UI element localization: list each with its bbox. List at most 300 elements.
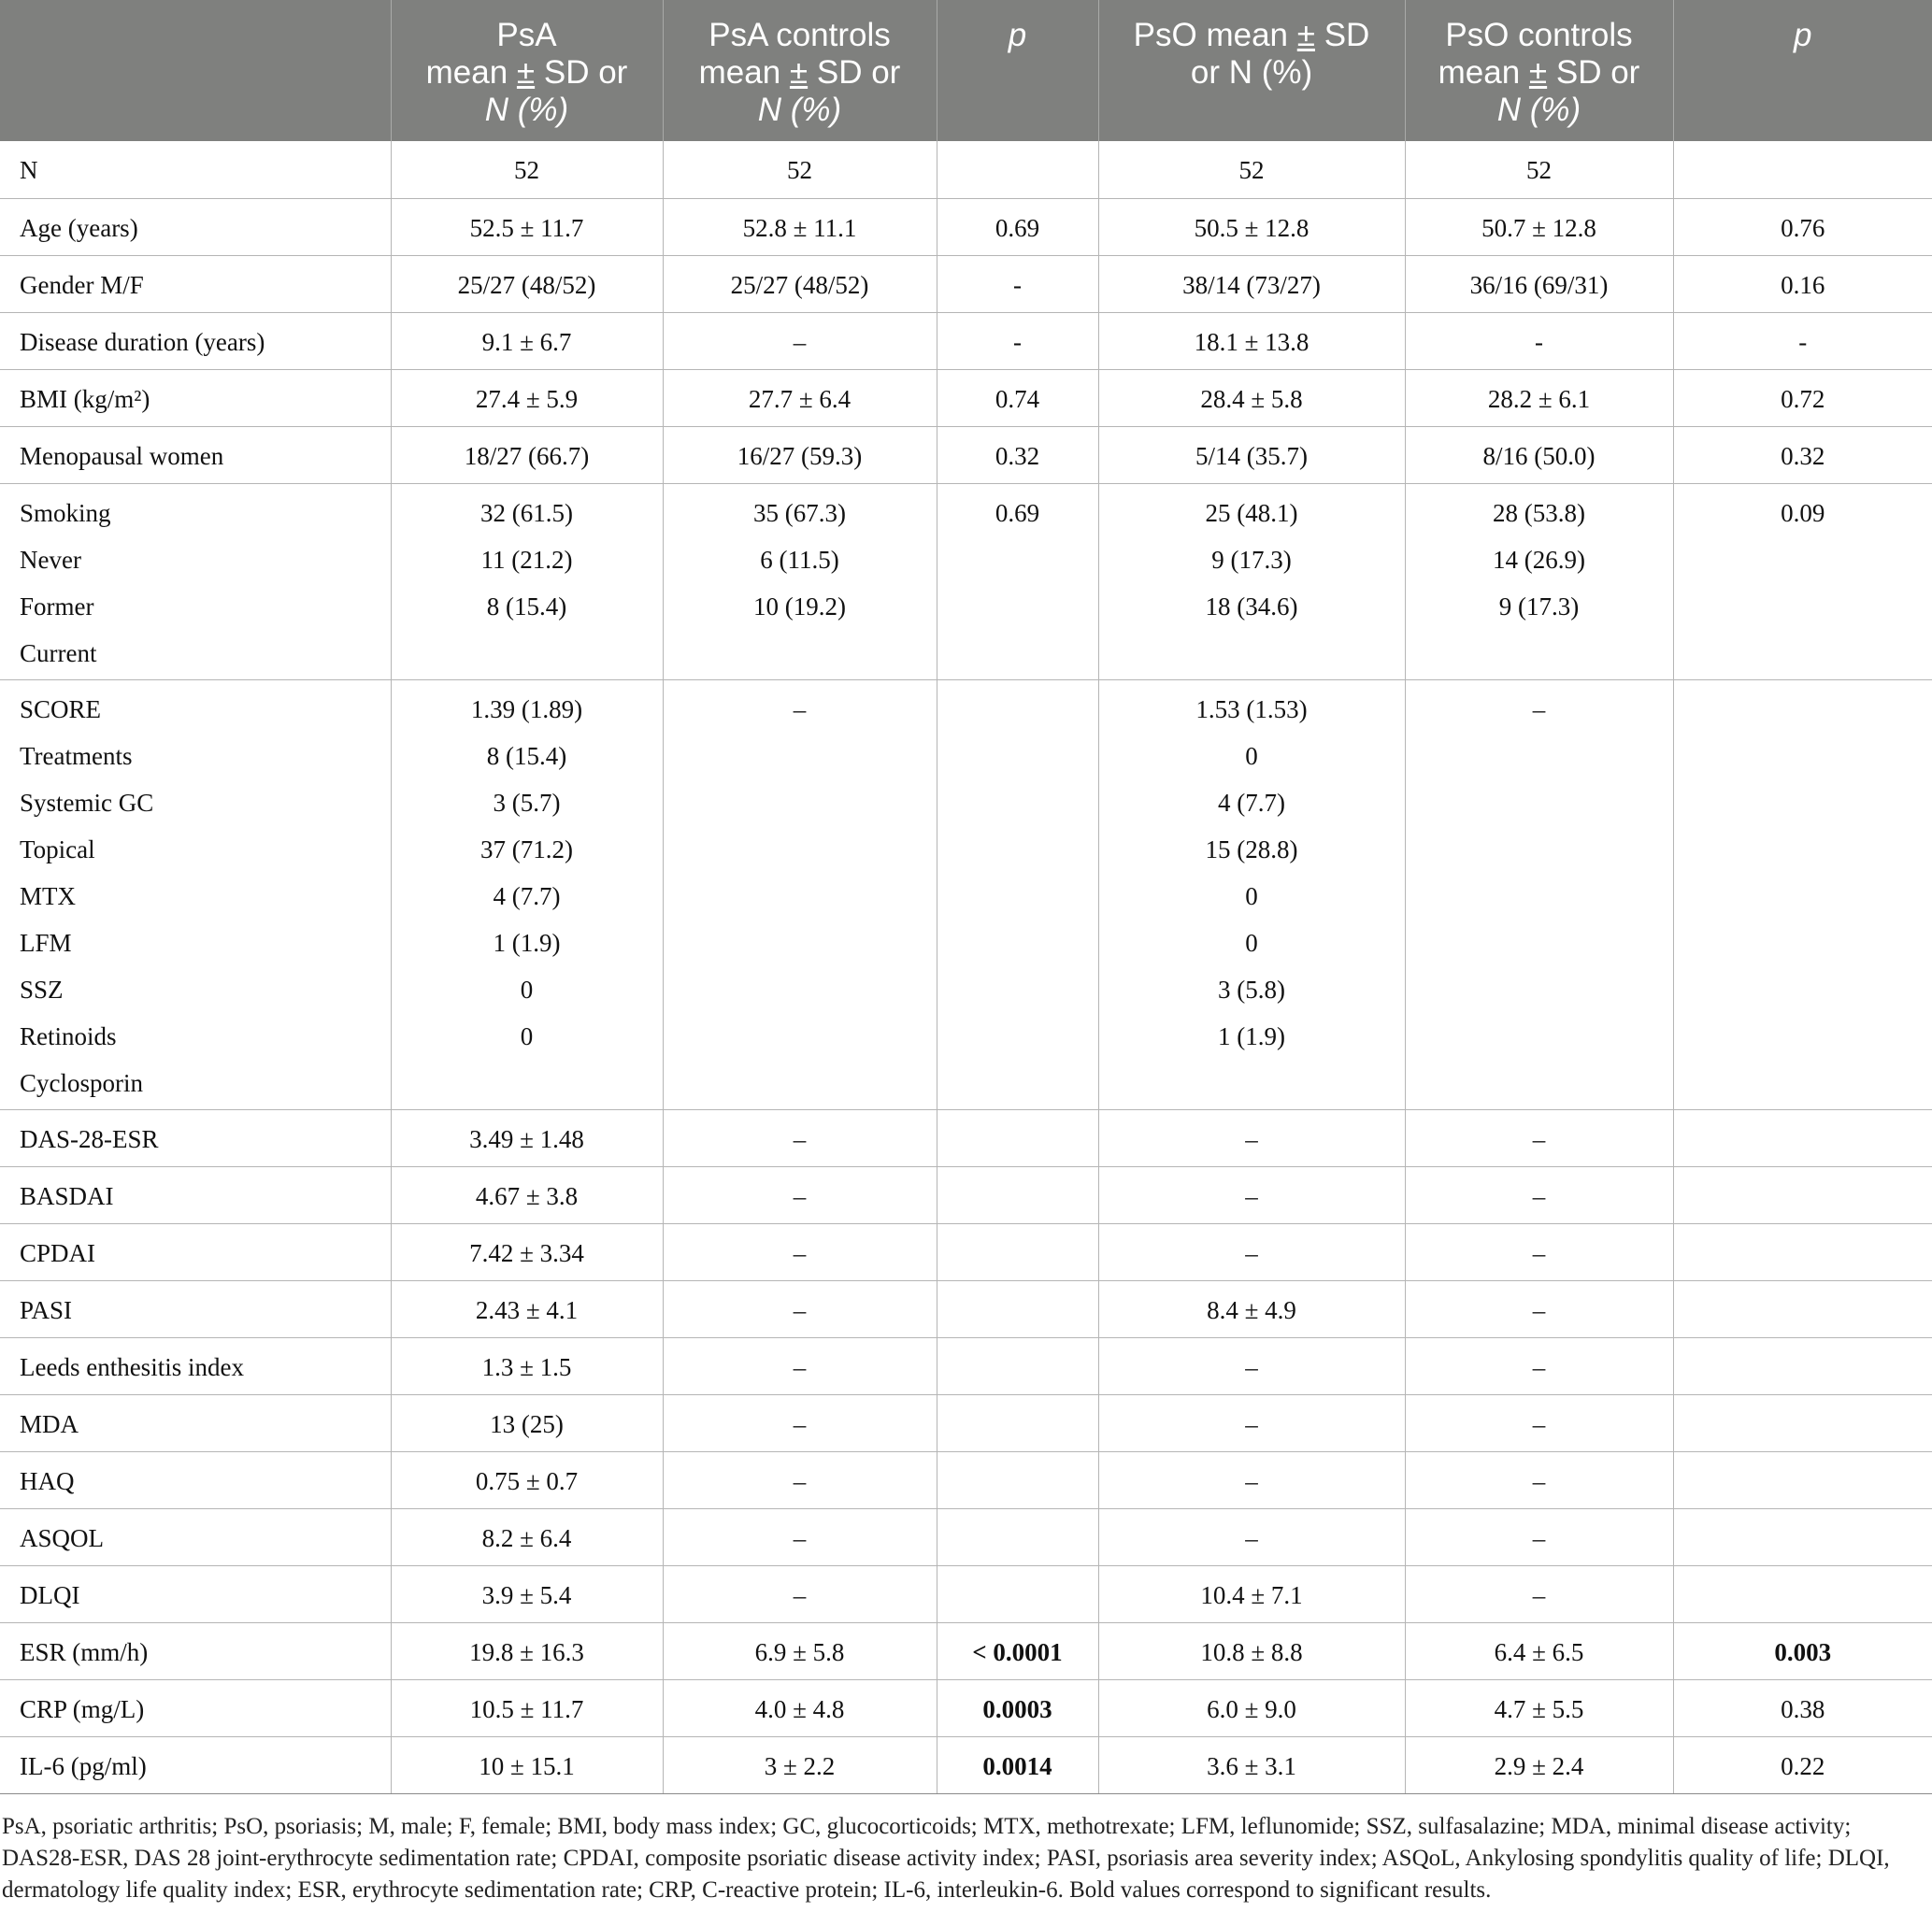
header-line: mean ± SD or xyxy=(1438,54,1640,91)
cell-line: 0 xyxy=(1245,881,1258,910)
cell-text: BASDAI xyxy=(20,1181,114,1210)
table-row xyxy=(0,141,1932,198)
cell-line: – xyxy=(793,694,807,723)
header-line: mean ± SD or xyxy=(425,54,628,91)
p-value-pso xyxy=(1673,1223,1932,1280)
cell-text: 0.69 xyxy=(995,213,1040,242)
cell-line: Cyclosporin xyxy=(20,1068,143,1097)
pso-controls-value xyxy=(1405,426,1673,483)
p-value-pso xyxy=(1673,1166,1932,1223)
psa-value xyxy=(391,1451,663,1508)
table-row xyxy=(0,679,1932,1109)
cell-text: 0.38 xyxy=(1781,1694,1825,1723)
psa-controls-value xyxy=(663,255,937,312)
pso-value xyxy=(1098,141,1405,198)
cell-text: 2.9 ± 2.4 xyxy=(1494,1751,1584,1780)
cell-text: 16/27 (59.3) xyxy=(737,441,863,470)
cell-line: 28 (53.8) xyxy=(1493,498,1585,527)
pso-value xyxy=(1098,426,1405,483)
psa-controls-value xyxy=(663,1679,937,1736)
pso-controls-value xyxy=(1405,312,1673,369)
cell-text: – xyxy=(793,1523,807,1552)
psa-controls-value xyxy=(663,1508,937,1565)
p-value-pso xyxy=(1673,426,1932,483)
pso-value xyxy=(1098,1736,1405,1793)
p-value-pso xyxy=(1673,198,1932,255)
cell-text: 10.8 ± 8.8 xyxy=(1200,1637,1303,1666)
cell-text: 52 xyxy=(787,156,812,184)
cell-text: 36/16 (69/31) xyxy=(1469,270,1609,299)
table-row xyxy=(0,483,1932,679)
table-footnote: PsA, psoriatic arthritis; PsO, psoriasis; M, male; F, female; BMI, body mass index; GC, glucocorticoids; MTX, methotrexate; LFM, leflunomide; SSZ, sulfasalazine; MDA, minimal disease activity; DAS28-ESR, DAS 28 joint-erythrocyte sedimentation rate; CPDAI, composite psoriatic disease activity index; PASI, psoriasis area severity index; ASQoL, Ankylosing spondylitis quality of life; DLQI, dermatology life quality index; ESR, erythrocyte sedimentation rate; CRP, C-reactive protein; IL-6, interleukin-6. Bold values correspond to significant results. xyxy=(2,1813,1890,1903)
cell-text: 3 ± 2.2 xyxy=(764,1751,836,1780)
cell-text: – xyxy=(1532,1580,1546,1609)
header-psa-controls xyxy=(663,0,937,141)
pso-value xyxy=(1098,369,1405,426)
cell-text: 0.003 xyxy=(1774,1637,1832,1666)
p-value-psa xyxy=(937,1166,1098,1223)
pso-value xyxy=(1098,1679,1405,1736)
cell-text: 0.0014 xyxy=(982,1751,1052,1780)
cell-text: 3.6 ± 3.1 xyxy=(1207,1751,1296,1780)
psa-controls-value xyxy=(663,426,937,483)
table-row xyxy=(0,1394,1932,1451)
row-label xyxy=(0,1565,391,1622)
cell-text: Menopausal women xyxy=(20,441,224,470)
cell-line: SCORE xyxy=(20,694,102,723)
psa-controls-value xyxy=(663,1451,937,1508)
cell-text: 8.4 ± 4.9 xyxy=(1207,1295,1296,1324)
row-label xyxy=(0,198,391,255)
cell-text: 27.4 ± 5.9 xyxy=(475,384,579,413)
cell-text: 4.7 ± 5.5 xyxy=(1494,1694,1584,1723)
cell-text: DLQI xyxy=(20,1580,80,1609)
cell-text: 25/27 (48/52) xyxy=(730,270,869,299)
row-label xyxy=(0,1736,391,1793)
p-value-psa xyxy=(937,426,1098,483)
cell-text: – xyxy=(1532,1124,1546,1153)
psa-controls-value xyxy=(663,141,937,198)
row-label xyxy=(0,1679,391,1736)
cell-text: 4.67 ± 3.8 xyxy=(475,1181,579,1210)
cell-line: 3 (5.7) xyxy=(493,788,561,817)
cell-line: SSZ xyxy=(20,975,64,1004)
header-pso xyxy=(1098,0,1405,141)
p-value-psa xyxy=(937,483,1098,679)
row-label xyxy=(0,426,391,483)
cell-line xyxy=(947,696,1089,743)
cell-text: 27.7 ± 6.4 xyxy=(748,384,852,413)
pso-value xyxy=(1098,1223,1405,1280)
cell-line: 8 (15.4) xyxy=(486,592,567,621)
p-value-psa xyxy=(937,312,1098,369)
cell-line: MTX xyxy=(20,881,76,910)
pso-controls-value xyxy=(1405,1622,1673,1679)
p-value-psa xyxy=(937,141,1098,198)
row-label xyxy=(0,1280,391,1337)
cell-line: 4 (7.7) xyxy=(493,881,561,910)
cell-text: - xyxy=(1798,327,1808,356)
p-value-pso xyxy=(1673,1280,1932,1337)
cell-line: Retinoids xyxy=(20,1021,117,1050)
cell-text: – xyxy=(793,1580,807,1609)
cell-text: 3.9 ± 5.4 xyxy=(481,1580,572,1609)
p-value-pso xyxy=(1673,369,1932,426)
cell-line: Former xyxy=(20,592,94,621)
cell-text: HAQ xyxy=(20,1466,75,1495)
cell-text: MDA xyxy=(20,1409,79,1438)
cell-text: – xyxy=(1245,1409,1258,1438)
cell-line xyxy=(1683,696,1924,743)
table-row xyxy=(0,1280,1932,1337)
p-value-psa xyxy=(937,1451,1098,1508)
cell-line: 0.09 xyxy=(1781,498,1825,527)
table-header-row xyxy=(0,0,1932,141)
cell-line: 11 (21.2) xyxy=(480,545,573,574)
cell-text: 28.4 ± 5.8 xyxy=(1200,384,1303,413)
cell-text: – xyxy=(1532,1352,1546,1381)
p-value-psa xyxy=(937,1337,1098,1394)
pso-controls-value xyxy=(1405,1394,1673,1451)
cell-text: – xyxy=(1245,1124,1258,1153)
cell-text: 52.8 ± 11.1 xyxy=(742,213,857,242)
p-value-pso xyxy=(1673,1565,1932,1622)
pso-controls-value xyxy=(1405,198,1673,255)
psa-value xyxy=(391,1394,663,1451)
pso-controls-value xyxy=(1405,1109,1673,1166)
pso-controls-value xyxy=(1405,1280,1673,1337)
pso-controls-value xyxy=(1405,1337,1673,1394)
p-value-pso xyxy=(1673,1109,1932,1166)
cell-line: 1 (1.9) xyxy=(493,928,561,957)
pso-value xyxy=(1098,1622,1405,1679)
table-row xyxy=(0,1679,1932,1736)
cell-line: 18 (34.6) xyxy=(1205,592,1298,621)
cell-text: 1.3 ± 1.5 xyxy=(481,1352,572,1381)
cell-line: Current xyxy=(20,638,97,667)
cell-text: 0.74 xyxy=(995,384,1040,413)
table-row xyxy=(0,1565,1932,1622)
cell-text: 10 ± 15.1 xyxy=(479,1751,575,1780)
cell-text: 10.4 ± 7.1 xyxy=(1200,1580,1303,1609)
header-line: N (%) xyxy=(1496,92,1581,128)
table-row xyxy=(0,1508,1932,1565)
table-row xyxy=(0,312,1932,369)
cell-text: – xyxy=(793,1409,807,1438)
p-value-pso xyxy=(1673,1508,1932,1565)
psa-controls-value xyxy=(663,483,937,679)
row-label xyxy=(0,1622,391,1679)
p-value-psa xyxy=(937,1508,1098,1565)
psa-value xyxy=(391,369,663,426)
p-value-psa xyxy=(937,1679,1098,1736)
cell-text: – xyxy=(1532,1466,1546,1495)
psa-controls-value xyxy=(663,1565,937,1622)
cell-text: 0.0003 xyxy=(982,1694,1052,1723)
cell-line: 0.69 xyxy=(995,498,1040,527)
pso-controls-value xyxy=(1405,141,1673,198)
p-value-pso xyxy=(1673,141,1932,198)
pso-controls-value xyxy=(1405,255,1673,312)
p-value-psa xyxy=(937,369,1098,426)
pso-controls-value xyxy=(1405,1508,1673,1565)
cell-text: – xyxy=(1532,1295,1546,1324)
cell-text: – xyxy=(1532,1238,1546,1267)
cell-text: Leeds enthesitis index xyxy=(20,1352,244,1381)
p-value-psa xyxy=(937,1394,1098,1451)
cell-text: – xyxy=(1532,1523,1546,1552)
psa-controls-value xyxy=(663,679,937,1109)
cell-text: 0.32 xyxy=(995,441,1040,470)
cell-text: 50.5 ± 12.8 xyxy=(1194,213,1309,242)
cell-text: – xyxy=(1532,1181,1546,1210)
cell-line: Topical xyxy=(20,835,95,863)
pso-controls-value xyxy=(1405,1565,1673,1622)
cell-text: - xyxy=(1535,327,1543,356)
psa-value xyxy=(391,255,663,312)
pso-controls-value xyxy=(1405,369,1673,426)
cell-text: 4.0 ± 4.8 xyxy=(754,1694,845,1723)
psa-value xyxy=(391,141,663,198)
cell-line: 0 xyxy=(1245,741,1258,770)
cell-text: 0.16 xyxy=(1781,270,1825,299)
p-value-pso xyxy=(1673,1451,1932,1508)
p-value-psa xyxy=(937,1280,1098,1337)
pso-controls-value xyxy=(1405,483,1673,679)
cell-line: Never xyxy=(20,545,81,574)
cell-line: 15 (28.8) xyxy=(1205,835,1298,863)
header-line: p xyxy=(1008,17,1027,53)
cell-line: 9 (17.3) xyxy=(1211,545,1292,574)
cell-text: - xyxy=(1013,270,1022,299)
cell-text: 0.32 xyxy=(1781,441,1825,470)
cell-text: N xyxy=(20,156,38,184)
cell-text: 28.2 ± 6.1 xyxy=(1487,384,1591,413)
psa-controls-value xyxy=(663,1223,937,1280)
cell-text: 9.1 ± 6.7 xyxy=(481,327,572,356)
cell-text: – xyxy=(793,327,807,356)
table-row xyxy=(0,1109,1932,1166)
psa-value xyxy=(391,1508,663,1565)
psa-controls-value xyxy=(663,1337,937,1394)
header-psa xyxy=(391,0,663,141)
cell-line: Systemic GC xyxy=(20,788,154,817)
pso-value xyxy=(1098,1508,1405,1565)
cell-line: 3 (5.8) xyxy=(1218,975,1285,1004)
table-row xyxy=(0,1166,1932,1223)
pso-value xyxy=(1098,483,1405,679)
pso-value xyxy=(1098,1280,1405,1337)
cell-line: LFM xyxy=(20,928,72,957)
cell-line: 37 (71.2) xyxy=(480,835,573,863)
pso-controls-value xyxy=(1405,1679,1673,1736)
pso-value xyxy=(1098,1166,1405,1223)
psa-controls-value xyxy=(663,1166,937,1223)
header-line: PsO controls xyxy=(1445,17,1633,53)
header-characteristic xyxy=(0,0,391,141)
cell-text: ASQOL xyxy=(20,1523,105,1552)
p-value-pso xyxy=(1673,1394,1932,1451)
psa-value xyxy=(391,1565,663,1622)
cell-line: 25 (48.1) xyxy=(1205,498,1298,527)
cell-line: 8 (15.4) xyxy=(486,741,567,770)
cell-text: Disease duration (years) xyxy=(20,327,265,356)
cell-text: 18.1 ± 13.8 xyxy=(1194,327,1309,356)
psa-controls-value xyxy=(663,312,937,369)
cell-text: – xyxy=(1245,1352,1258,1381)
psa-value xyxy=(391,1736,663,1793)
cell-text: PASI xyxy=(20,1295,73,1324)
pso-value xyxy=(1098,679,1405,1109)
cell-text: – xyxy=(793,1124,807,1153)
row-label xyxy=(0,141,391,198)
row-label xyxy=(0,679,391,1109)
row-label xyxy=(0,369,391,426)
header-line: PsA xyxy=(496,17,557,53)
p-value-psa xyxy=(937,1565,1098,1622)
header-line: PsA controls xyxy=(708,17,891,53)
row-label xyxy=(0,1223,391,1280)
cell-line: 0 xyxy=(1245,928,1258,957)
cell-text: – xyxy=(793,1466,807,1495)
p-value-psa xyxy=(937,255,1098,312)
cell-text: Gender M/F xyxy=(20,270,144,299)
cell-text: 0.22 xyxy=(1781,1751,1825,1780)
header-line: mean ± SD or xyxy=(698,54,901,91)
cell-text: – xyxy=(793,1352,807,1381)
cell-text: 8/16 (50.0) xyxy=(1482,441,1596,470)
row-label xyxy=(0,312,391,369)
cell-text: 18/27 (66.7) xyxy=(464,441,590,470)
cell-text: – xyxy=(1245,1238,1258,1267)
table-row xyxy=(0,1622,1932,1679)
pso-controls-value xyxy=(1405,679,1673,1109)
psa-value xyxy=(391,1166,663,1223)
psa-value xyxy=(391,1223,663,1280)
cell-text: < 0.0001 xyxy=(972,1637,1063,1666)
row-label xyxy=(0,1109,391,1166)
p-value-pso xyxy=(1673,483,1932,679)
row-label xyxy=(0,1166,391,1223)
pso-controls-value xyxy=(1405,1166,1673,1223)
cell-line: 14 (26.9) xyxy=(1493,545,1585,574)
p-value-psa xyxy=(937,1109,1098,1166)
psa-value xyxy=(391,1280,663,1337)
header-line: N (%) xyxy=(484,92,569,128)
cell-text: IL-6 (pg/ml) xyxy=(20,1751,147,1780)
pso-controls-value xyxy=(1405,1451,1673,1508)
cell-text: 6.0 ± 9.0 xyxy=(1207,1694,1296,1723)
cell-line: 1.53 (1.53) xyxy=(1195,694,1308,723)
psa-value xyxy=(391,1679,663,1736)
pso-value xyxy=(1098,1337,1405,1394)
cell-text: 10.5 ± 11.7 xyxy=(469,1694,584,1723)
pso-value xyxy=(1098,1565,1405,1622)
psa-value xyxy=(391,1109,663,1166)
cell-text: DAS-28-ESR xyxy=(20,1124,159,1153)
cell-line: 32 (61.5) xyxy=(480,498,573,527)
cell-text: 6.9 ± 5.8 xyxy=(754,1637,845,1666)
p-value-psa xyxy=(937,1736,1098,1793)
cell-text: 50.7 ± 12.8 xyxy=(1481,213,1596,242)
p-value-psa xyxy=(937,198,1098,255)
cell-text: – xyxy=(793,1238,807,1267)
table-body xyxy=(0,141,1932,1793)
cell-text: 6.4 ± 6.5 xyxy=(1494,1637,1584,1666)
psa-controls-value xyxy=(663,1394,937,1451)
header-line: PsO mean ± SD xyxy=(1133,17,1370,53)
cell-line: Treatments xyxy=(20,741,133,770)
cell-text: 52 xyxy=(514,156,539,184)
header-line: or N (%) xyxy=(1190,54,1313,91)
cell-line: 1 (1.9) xyxy=(1218,1021,1285,1050)
p-value-pso xyxy=(1673,1337,1932,1394)
psa-controls-value xyxy=(663,198,937,255)
psa-value xyxy=(391,1622,663,1679)
pso-value xyxy=(1098,1394,1405,1451)
cell-text: 19.8 ± 16.3 xyxy=(469,1637,584,1666)
table-row xyxy=(0,198,1932,255)
cell-text: 0.72 xyxy=(1781,384,1825,413)
table-row xyxy=(0,369,1932,426)
table-row xyxy=(0,1451,1932,1508)
psa-value xyxy=(391,312,663,369)
cell-line: 0 xyxy=(520,1021,534,1050)
pso-controls-value xyxy=(1405,1736,1673,1793)
cell-text: Age (years) xyxy=(20,213,138,242)
psa-value xyxy=(391,426,663,483)
cell-text: 25/27 (48/52) xyxy=(457,270,596,299)
pso-value xyxy=(1098,255,1405,312)
cell-line: 4 (7.7) xyxy=(1218,788,1285,817)
row-label xyxy=(0,1337,391,1394)
p-value-pso xyxy=(1673,1622,1932,1679)
psa-value xyxy=(391,198,663,255)
cell-text: - xyxy=(1013,327,1022,356)
row-label xyxy=(0,255,391,312)
row-label xyxy=(0,483,391,679)
psa-value xyxy=(391,483,663,679)
pso-value xyxy=(1098,312,1405,369)
cell-line: 1.39 (1.89) xyxy=(470,694,583,723)
cell-line: 6 (11.5) xyxy=(760,545,839,574)
psa-controls-value xyxy=(663,1736,937,1793)
p-value-psa xyxy=(937,1622,1098,1679)
cell-line: 10 (19.2) xyxy=(753,592,846,621)
cell-text: – xyxy=(1532,1409,1546,1438)
header-p-psa xyxy=(937,0,1098,141)
cell-text: 8.2 ± 6.4 xyxy=(481,1523,572,1552)
cell-text: – xyxy=(793,1295,807,1324)
cell-text: 7.42 ± 3.34 xyxy=(469,1238,584,1267)
cell-text: CRP (mg/L) xyxy=(20,1694,145,1723)
table-row xyxy=(0,1337,1932,1394)
p-value-pso xyxy=(1673,1736,1932,1793)
p-value-pso xyxy=(1673,1679,1932,1736)
psa-controls-value xyxy=(663,369,937,426)
p-value-pso xyxy=(1673,312,1932,369)
pso-value xyxy=(1098,198,1405,255)
cell-text: ESR (mm/h) xyxy=(20,1637,149,1666)
row-label xyxy=(0,1451,391,1508)
cell-line: 35 (67.3) xyxy=(753,498,846,527)
cell-line: Smoking xyxy=(20,498,111,527)
p-value-psa xyxy=(937,1223,1098,1280)
pso-value xyxy=(1098,1451,1405,1508)
psa-controls-value xyxy=(663,1280,937,1337)
table-row xyxy=(0,1736,1932,1793)
cell-line: – xyxy=(1532,694,1546,723)
